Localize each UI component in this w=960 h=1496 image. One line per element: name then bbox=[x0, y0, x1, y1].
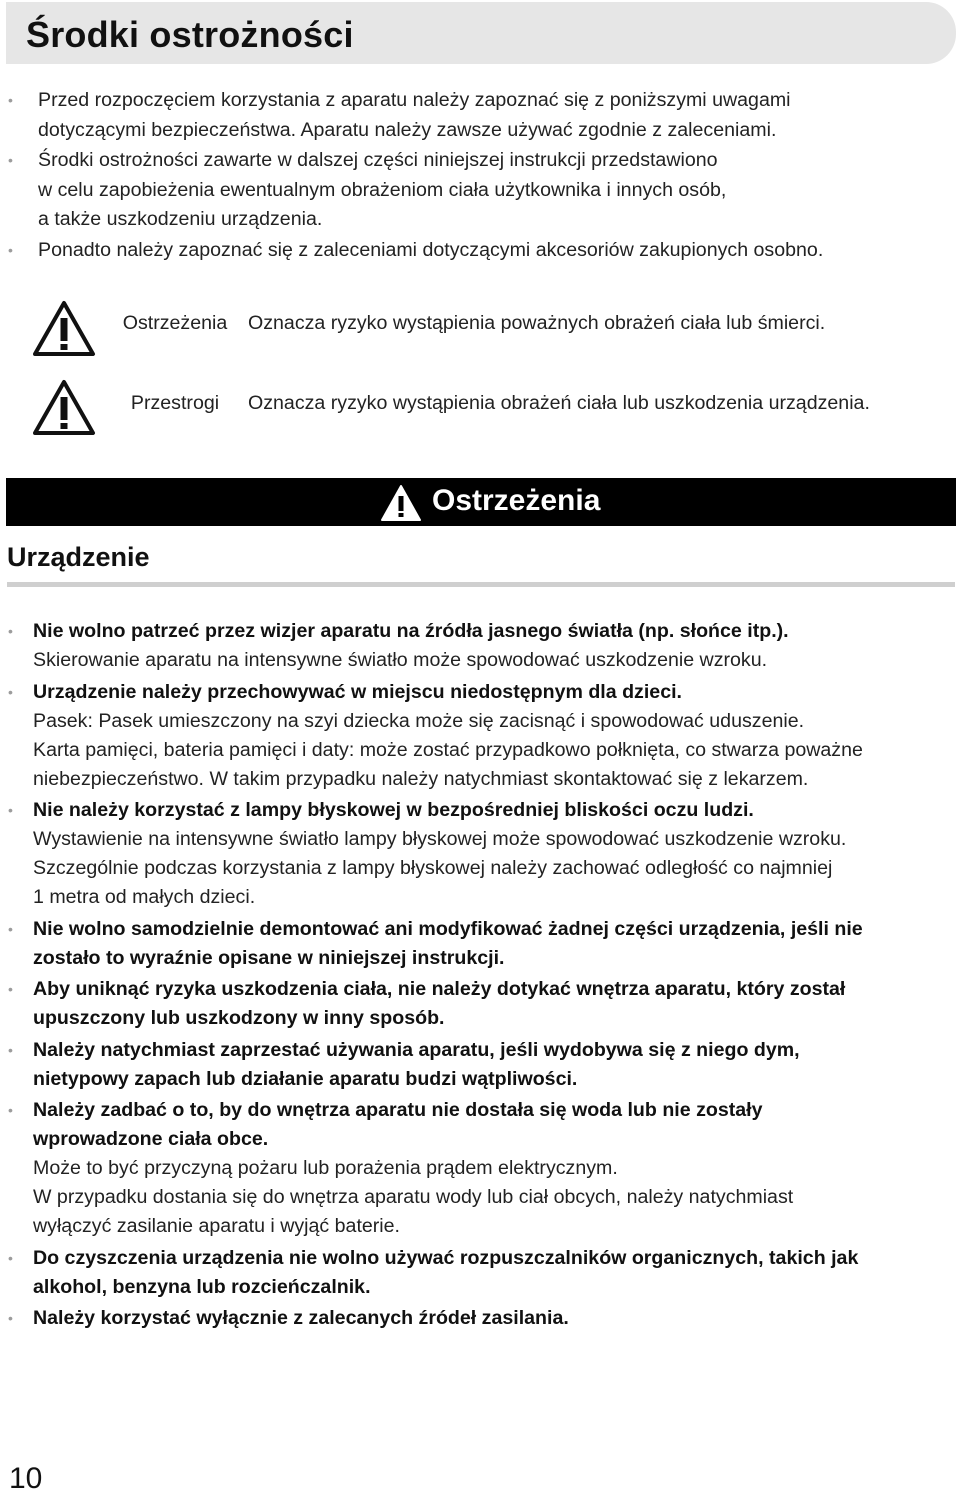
item-heading-line: Należy natychmiast zaprzestać używania aparatu, jeśli wydobywa się z niego dym, bbox=[33, 1038, 800, 1061]
page-title-bar bbox=[6, 2, 956, 64]
legend-caution bbox=[0, 378, 960, 438]
item-heading-line: zostało to wyraźnie opisane w niniejszej instrukcji. bbox=[33, 946, 505, 969]
intro-item bbox=[0, 236, 960, 266]
item-text-line: W przypadku dostania się do wnętrza aparatu wody lub ciał obcych, należy natychmiast bbox=[33, 1186, 794, 1208]
list-item bbox=[0, 1036, 960, 1094]
bullet-icon: • bbox=[8, 1041, 13, 1058]
bullet-icon: • bbox=[8, 683, 13, 700]
item-text-line: Pasek: Pasek umieszczony na szyi dziecka może się zacisnąć i spowodować uduszenie. bbox=[33, 709, 805, 732]
item-text-line: wyłączyć zasilanie aparatu i wyjąć baterie. bbox=[33, 1215, 401, 1237]
item-heading-line: Nie należy korzystać z lampy błyskowej w bezpośredniej bliskości oczu ludzi. bbox=[33, 799, 754, 821]
intro-line: Przed rozpoczęciem korzystania z aparatu należy zapoznać się z poniższymi uwagami bbox=[38, 89, 791, 111]
item-heading-line: Nie wolno samodzielnie demontować ani modyfikować żadnej części urządzenia, jeśli nie bbox=[33, 917, 863, 940]
warning-triangle-icon bbox=[32, 299, 96, 357]
list-item bbox=[0, 796, 960, 912]
item-heading-line: Aby uniknąć ryzyka uszkodzenia ciała, nie należy dotykać wnętrza aparatu, który został bbox=[33, 978, 846, 1000]
legend-description: Oznacza ryzyko wystąpienia obrażeń ciała lub uszkodzenia urządzenia. bbox=[248, 392, 870, 414]
list-item bbox=[0, 915, 960, 973]
bullet-icon: • bbox=[8, 623, 13, 639]
bullet-icon: • bbox=[8, 152, 13, 168]
item-heading-line: Należy korzystać wyłącznie z zalecanych źródeł zasilania. bbox=[33, 1307, 569, 1329]
item-text-line: Wystawienie na intensywne światło lampy błyskowej może spowodować uszkodzenie wzroku. bbox=[33, 828, 847, 850]
intro-line: Ponadto należy zapoznać się z zaleceniami dotyczącymi akcesoriów zakupionych osobno. bbox=[38, 238, 824, 261]
item-heading-line: nietypowy zapach lub działanie aparatu budzi wątpliwości. bbox=[33, 1067, 578, 1090]
item-heading-line: Urządzenie należy przechowywać w miejscu niedostępnym dla dzieci. bbox=[33, 680, 682, 703]
legend-warning bbox=[0, 299, 960, 359]
item-text-line: Może to być przyczyną pożaru lub porażenia prądem elektrycznym. bbox=[33, 1157, 618, 1179]
legend-term: Ostrzeżenia bbox=[122, 312, 228, 334]
item-text-line: 1 metra od małych dzieci. bbox=[33, 886, 256, 908]
bullet-icon: • bbox=[8, 1249, 13, 1266]
list-item bbox=[0, 975, 960, 1033]
warnings-list bbox=[0, 617, 960, 1336]
warning-triangle-icon bbox=[380, 484, 422, 522]
intro-line: Środki ostrożności zawarte w dalszej części niniejszej instrukcji przedstawiono bbox=[38, 149, 718, 171]
intro-line: w celu zapobieżenia ewentualnym obrażeniom ciała użytkownika i innych osób, bbox=[38, 178, 727, 201]
bullet-icon: • bbox=[8, 1102, 13, 1118]
list-item bbox=[0, 1244, 960, 1302]
intro-list bbox=[0, 86, 960, 265]
bullet-icon: • bbox=[8, 981, 13, 997]
item-text-line: Szczególnie podczas korzystania z lampy błyskowej należy zachować odległość co najmniej bbox=[33, 857, 833, 879]
warnings-heading: Ostrzeżenia bbox=[432, 484, 601, 517]
list-item bbox=[0, 1304, 960, 1333]
item-heading-line: Do czyszczenia urządzenia nie wolno używać rozpuszczalników organicznych, takich jak bbox=[33, 1246, 859, 1269]
item-heading-line: Nie wolno patrzeć przez wizjer aparatu na źródła jasnego światła (np. słońce itp.). bbox=[33, 620, 789, 642]
legend-description: Oznacza ryzyko wystąpienia poważnych obrażeń ciała lub śmierci. bbox=[248, 312, 826, 334]
intro-item bbox=[0, 86, 960, 145]
page-title: Środki ostrożności bbox=[26, 14, 354, 55]
bullet-icon: • bbox=[8, 92, 13, 108]
item-text-line: Karta pamięci, bateria pamięci i daty: może zostać przypadkowo połknięta, co stwarza poważne bbox=[33, 738, 863, 761]
legend-term: Przestrogi bbox=[130, 392, 220, 414]
warning-triangle-icon bbox=[32, 378, 96, 436]
item-text-line: niebezpieczeństwo. W takim przypadku należy natychmiast skontaktować się z lekarzem. bbox=[33, 767, 809, 790]
intro-line: dotyczącymi bezpieczeństwa. Aparatu należy zawsze używać zgodnie z zaleceniami. bbox=[38, 118, 777, 141]
page-number: 10 bbox=[9, 1462, 43, 1495]
item-heading-line: wprowadzone ciała obce. bbox=[33, 1128, 269, 1150]
bullet-icon: • bbox=[8, 241, 13, 258]
warnings-header-bar bbox=[6, 478, 956, 526]
bullet-icon: • bbox=[8, 802, 13, 818]
bullet-icon: • bbox=[8, 920, 13, 937]
intro-line: a także uszkodzeniu urządzenia. bbox=[38, 208, 323, 230]
list-item bbox=[0, 617, 960, 675]
list-item bbox=[0, 678, 960, 794]
item-heading-line: upuszczony lub uszkodzony w inny sposób. bbox=[33, 1007, 445, 1029]
intro-item bbox=[0, 146, 960, 235]
bullet-icon: • bbox=[8, 1310, 13, 1326]
list-item bbox=[0, 1096, 960, 1241]
section-divider bbox=[7, 582, 955, 587]
section-title: Urządzenie bbox=[7, 542, 150, 572]
item-text-line: Skierowanie aparatu na intensywne światło może spowodować uszkodzenie wzroku. bbox=[33, 649, 768, 671]
item-heading-line: alkohol, benzyna lub rozcieńczalnik. bbox=[33, 1275, 371, 1298]
item-heading-line: Należy zadbać o to, by do wnętrza aparatu nie dostała się woda lub nie zostały bbox=[33, 1099, 763, 1121]
